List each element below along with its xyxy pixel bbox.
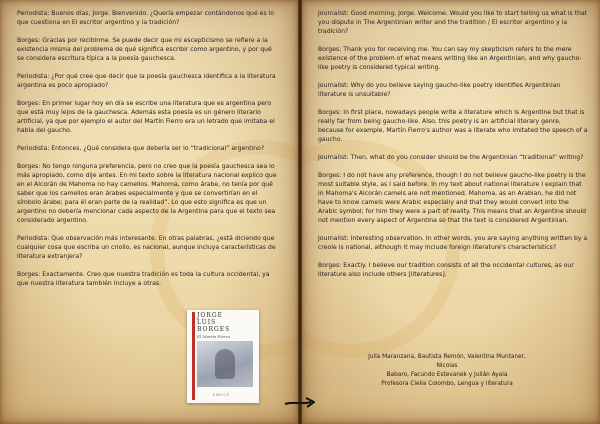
paragraph: Borges: Gracias por recibirme. Se puede decir que mi escepticismo se refiere a la existencia misma del problema de qué significa escribir como argentino, y por qué se considera escritura típica a la poesía gauchesca. (17, 37, 272, 62)
credits-line: Babaro, Facundo Estevanek y Julián Ayala (386, 372, 508, 378)
credits-line: Julia Maranzana, Bautista Remón, Valentina Muntaner, Nicolas (368, 354, 526, 369)
paragraph: Borges: Exactamente. Creo que nuestra tradición es toda la cultura occidental, ya que nuestra literatura también incluye a otras. (17, 271, 270, 287)
arrow-right-icon[interactable] (284, 396, 316, 410)
credits (362, 353, 532, 389)
paragraph: Periodista: ¿Por qué cree que decir que la poesía gauchesca identifica a la literatura argentina es poco apropiado? (17, 73, 276, 89)
paragraph: Borges: En primer lugar hoy en día se escribe una literatura que es argentina pero que está muy lejos de la gauchesca. Además esta poesía es un género literario artificial, ya que por ejemplo el autor del Martín Fierro era un letrado que imitaba el habla del gaucho. (17, 100, 275, 134)
paragraph: Borges: No tengo ninguna preferencia, pero no creo que la poesía gauchesca sea lo más apropiado, como dije antes. En mi texto sobre la literatura nacional explico que en el Alcorán de Mahoma no hay camellos. Mahoma, como árabe, no tenía por qué saber que los camellos eran árabes especialmente y que se convertirían en el símbolo árabe; para él eran parte de la realidad”. Lo que esto significa es que un argentino no debería mencionar cada aspecto de la Argentina para que el texto sea considerado argentino. (17, 163, 277, 224)
credits-line: Profesora Cielia Colombo, Lengua y literatura (381, 381, 513, 387)
book-spine-stripe (192, 312, 195, 400)
book-author: JORGE LUIS BORGES (197, 312, 231, 333)
book-title: El Martín Fierro (197, 334, 231, 339)
book-publisher: EMECÉ (213, 393, 231, 397)
paragraph: Borges: Thank you for receiving me. You can say my skepticism refers to the mere existence of the problem of what means writing like an Argentinian, and why gaucho-like poetry is considered typical writing. (318, 46, 582, 71)
paragraph: Journalist: Good morning, Jorge. Welcome. Would you like to start telling us what is that you dispute in The Argentinian writer and the tradition / El escritor argentino y la tradición? (318, 10, 588, 35)
spanish-interview-text (17, 9, 279, 297)
paragraph: Borges: I do not have any preference, though I do not believe gaucho-like poetry is the most suitable style, as I said before. In my text about national literature I explain that in Mahoma's Alcorán camels are not mentioned. Mahoma, as an Arabian, he did not have to know camels were Arabic especially and that they would convert into the Arabic symbol; for him they were a part of reality. This means that an Argentine should not mention every aspect of Argentina so that the text is considered Argentinian. (318, 172, 587, 224)
paragraph: Journalist: Why do you believe saying gaucho-like poetry identifies Argentinian literature is unsuitable? (318, 82, 561, 98)
paragraph: Journalist: Then, what do you consider should be the Argentinian “traditional” writing? (318, 154, 584, 161)
english-interview-text (318, 9, 588, 288)
paragraph: Borges: Exactly. I believe our tradition consists of all the occidental cultures, as our literature also include others [literatures]. (318, 262, 574, 278)
book-cover-image (187, 310, 259, 403)
paragraph: Periodista: Entonces, ¿Qué considera que debería ser lo “tradicional” argentino? (17, 145, 265, 152)
paragraph: Journalist: Interesting observation. In other words, you are saying anything written by a creole is national, although it may include foreign literature's characteristics? (318, 235, 588, 251)
paragraph: Periodista: Que observación más interesante. En otras palabras, ¿está diciendo que cualquier cosa que escriba un criollo, es nacional, aunque incluya características de literatura extranjera? (17, 235, 276, 260)
right-page (302, 0, 600, 424)
left-page (0, 0, 298, 424)
book-cover-photo (197, 341, 253, 387)
paragraph: Borges: In first place, nowadays people write a literature which is Argentine but that is really far from being gaucho-like. Also, this poetry is an artificial literary genre, because for example, Martín Fierro's author was a literate who imitated the speech of a gaucho. (318, 109, 588, 143)
paragraph: Periodista: Buenos días, Jorge. Bienvenido. ¿Quería empezar contándonos qué es lo que cuestiona en El escritor argentino y la tradición? (17, 10, 275, 26)
